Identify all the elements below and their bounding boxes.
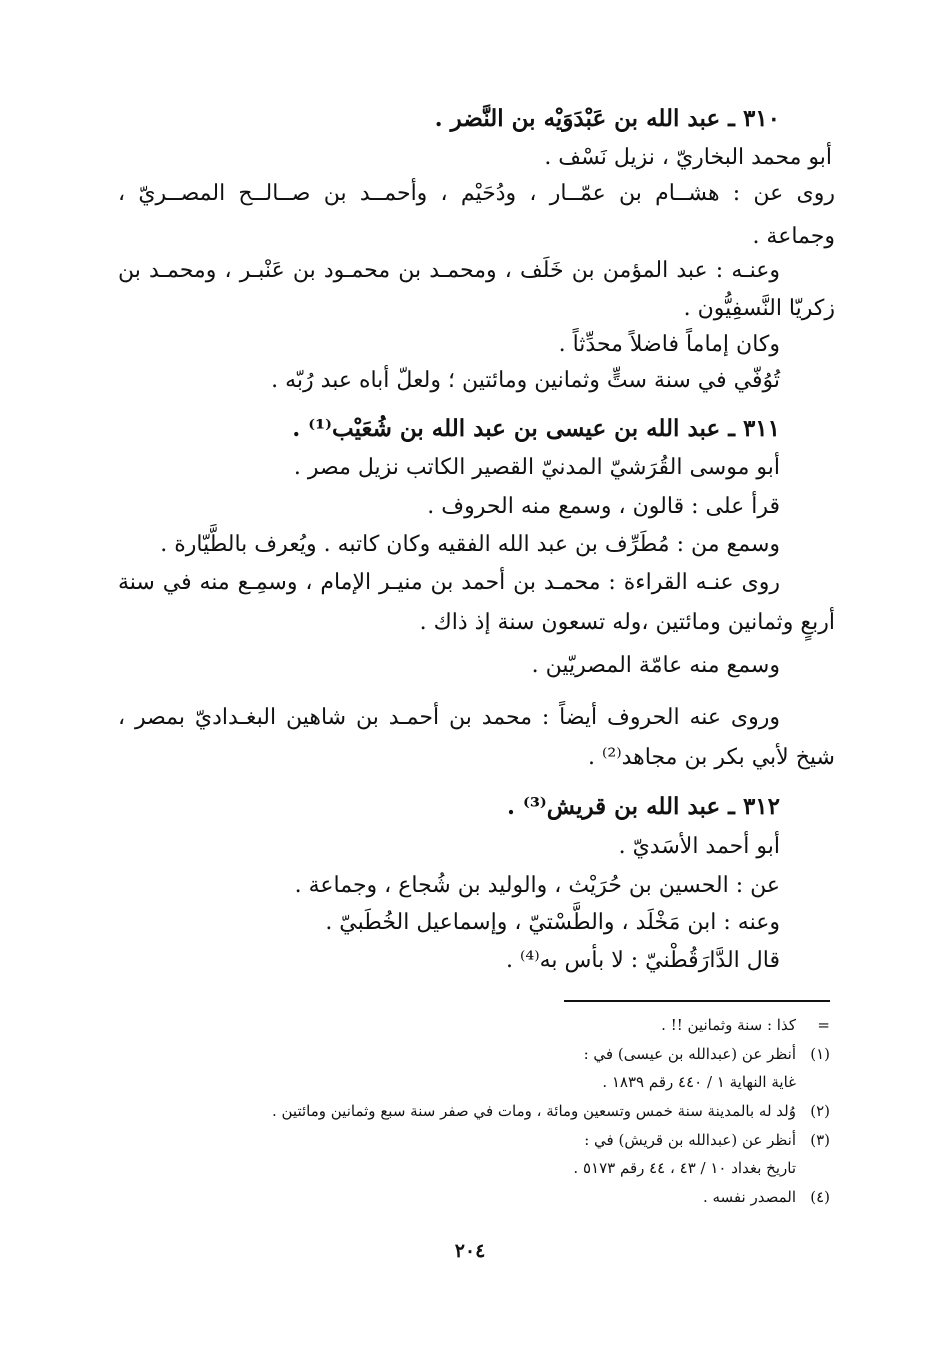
entry-310-line-6: وكان إماماً فاضلاً محدِّثاً . xyxy=(558,332,780,357)
footnote-2-number: (٢) xyxy=(810,1102,830,1120)
entry-310-line-4: وعنـه : عبد المؤمن بن خَلَف ، ومحمـد بن محمـود بن عَنْبـر ، ومحمـد بن xyxy=(118,258,780,283)
entry-310-line-5: زكريّا النَّسفِيُّون . xyxy=(683,296,835,321)
entry-311-line-7: وروى عنه الحروف أيضاً : محمد بن أحمـد بن شاهين البغـداديّ بمصر ، xyxy=(118,705,780,730)
entry-311-line-3: وسمع من : مُطَرِّف بن عبد الله الفقيه وكان كاتبه . ويُعرف بالطَّيّارة . xyxy=(160,532,780,557)
entry-312-line-1: أبو أحمد الأسَديّ . xyxy=(618,834,780,859)
footnote-3-number: (٣) xyxy=(810,1131,830,1149)
footnote-separator xyxy=(564,1000,830,1002)
footnote-equals-marker: = xyxy=(817,1016,830,1034)
entry-311-heading: ٣١١ ـ عبد الله بن عيسى بن عبد الله بن شُعَيْب⁽¹⁾ . xyxy=(292,415,780,442)
entry-310-line-2: روى عن : هشــام بن عمّــار ، ودُحَيْم ، وأحمــد بن صــالــح المصــريّ ، xyxy=(118,181,836,206)
entry-311-line-1: أبو موسى القُرَشيّ المدنيّ القصير الكاتب نزيل مصر . xyxy=(293,455,780,480)
entry-310-heading: ٣١٠ ـ عبد الله بن عَبْدَوَيْه بن النَّضر . xyxy=(434,105,780,132)
entry-311-line-2: قرأ على : قالون ، وسمع منه الحروف . xyxy=(427,494,780,519)
entry-310-line-1: أبو محمد البخاريّ ، نزيل نَسْف . xyxy=(544,145,832,170)
entry-311-line-5: أربعٍ وثمانين ومائتين ،وله تسعون سنة إذ ذاك . xyxy=(419,610,835,635)
footnote-3 xyxy=(584,1129,830,1151)
footnote-4 xyxy=(703,1186,830,1208)
footnote-1-number: (١) xyxy=(810,1045,830,1063)
entry-311-line-8: شيخ لأبي بكر بن مجاهد⁽²⁾ . xyxy=(588,745,835,770)
entry-312-heading: ٣١٢ ـ عبد الله بن قريش⁽³⁾ . xyxy=(506,793,780,820)
footnote-4-number: (٤) xyxy=(810,1188,830,1206)
page-number: ٢٠٤ xyxy=(454,1240,486,1262)
footnote-3-text: أنظر عن (عبدالله بن قريش) في : xyxy=(584,1131,796,1149)
footnote-equals xyxy=(661,1014,830,1036)
entry-310-line-7: تُوُفّي في سنة ستٍّ وثمانين ومائتين ؛ ولعلّ أباه عبد رُبّه . xyxy=(271,368,780,393)
footnote-equals-text: كذا : سنة وثمانين !! . xyxy=(661,1016,796,1034)
entry-311-line-4: روى عنـه القراءة : محمـد بن أحمد بن منيـر الإمام ، وسمِـع منه في سنة xyxy=(118,570,780,595)
footnote-4-text: المصدر نفسه . xyxy=(702,1188,796,1206)
footnote-1 xyxy=(584,1043,830,1065)
entry-311-line-6: وسمع منه عامّة المصريّين . xyxy=(531,653,780,678)
entry-310-line-3: وجماعة . xyxy=(752,224,835,249)
entry-312-line-4: قال الدَّارَقُطْنيّ : لا بأس به⁽⁴⁾ . xyxy=(506,948,780,973)
footnote-2-text: وُلد له بالمدينة سنة خمس وتسعين ومائة ، ومات في صفر سنة سبع وثمانين ومائتين . xyxy=(271,1102,796,1120)
footnote-1-continuation: غاية النهاية ١ / ٤٤٠ رقم ١٨٣٩ . xyxy=(602,1073,796,1091)
footnote-3-continuation: تاريخ بغداد ١٠ / ٤٣ ، ٤٤ رقم ٥١٧٣ . xyxy=(573,1159,796,1177)
footnote-2 xyxy=(272,1100,830,1122)
entry-312-line-3: وعنه : ابن مَخْلَد ، والطَّسْتيّ ، وإسماعيل الخُطَبيّ . xyxy=(325,910,780,935)
footnote-1-text: أنظر عن (عبدالله بن عيسى) في : xyxy=(583,1045,796,1063)
entry-312-line-2: عن : الحسين بن حُرَيْث ، والوليد بن شُجاع ، وجماعة . xyxy=(294,873,780,898)
